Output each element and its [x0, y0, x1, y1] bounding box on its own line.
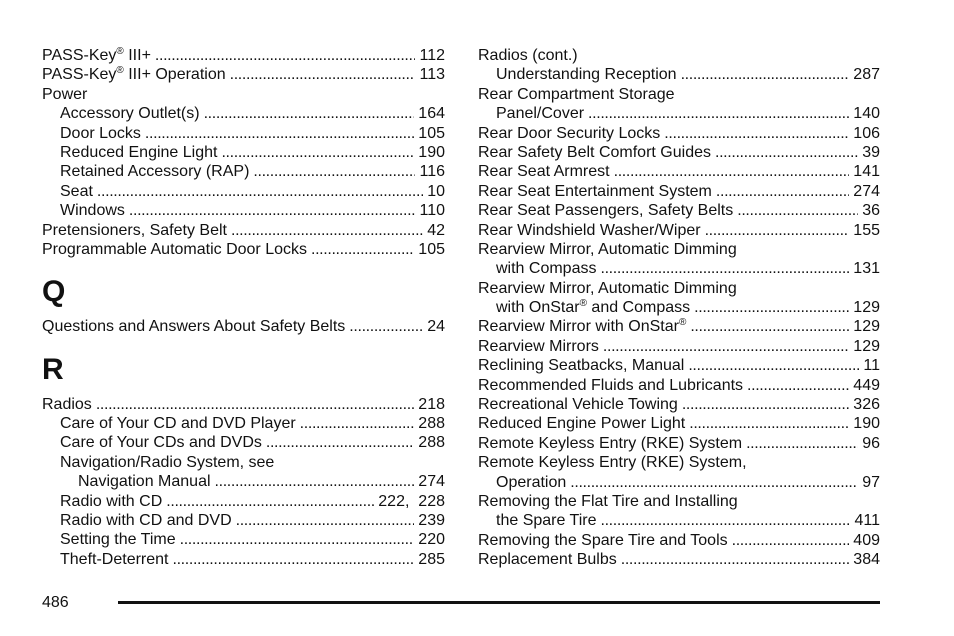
- index-entry: [478, 395, 880, 414]
- page-number: 486: [42, 594, 69, 611]
- dot-leader: [215, 472, 415, 491]
- entry-text: Replacement Bulbs: [478, 551, 617, 569]
- page-ref: 288: [418, 434, 445, 452]
- dot-leader: [129, 201, 416, 220]
- index-entry: [478, 531, 880, 550]
- page-ref: 141: [853, 163, 880, 181]
- entry-text: Radio with CD: [60, 492, 163, 510]
- dot-leader: [97, 182, 423, 201]
- entry-text: with OnStar® and Compass: [496, 298, 691, 317]
- index-entry: [478, 240, 880, 259]
- dot-leader: [682, 395, 849, 414]
- index-entry: [478, 376, 880, 395]
- dot-leader: [230, 65, 416, 84]
- index-entry: [478, 182, 880, 201]
- dot-leader: [300, 414, 415, 433]
- index-entry: [42, 46, 445, 65]
- page-ref: 36: [862, 202, 880, 220]
- page-ref: 97: [862, 473, 880, 491]
- index-entry: [478, 453, 880, 472]
- index-entry: [478, 434, 880, 453]
- section-letter: R: [42, 352, 64, 386]
- page-ref: 164: [418, 105, 445, 123]
- index-entry: [42, 492, 445, 511]
- dot-leader: [570, 473, 858, 492]
- entry-text: Rear Safety Belt Comfort Guides: [478, 143, 711, 161]
- index-entry: [478, 473, 880, 492]
- entry-text: Navigation/Radio System, see: [60, 453, 275, 471]
- index-column-right: [478, 46, 880, 570]
- footer-rule: [118, 601, 880, 604]
- entry-text: Windows: [60, 202, 125, 220]
- dot-leader: [715, 143, 858, 162]
- page-ref: 409: [853, 531, 880, 549]
- dot-leader: [603, 337, 849, 356]
- index-entry: [478, 279, 880, 298]
- index-entry: [478, 104, 880, 123]
- entry-text: Rear Seat Entertainment System: [478, 182, 712, 200]
- entry-text: Radios (cont.): [478, 47, 578, 64]
- dot-leader: [221, 143, 414, 162]
- index-entry: [42, 317, 445, 336]
- index-entry: [42, 201, 445, 220]
- page-ref: 326: [853, 396, 880, 414]
- entry-text: Care of Your CD and DVD Player: [60, 415, 296, 433]
- index-entry: [478, 337, 880, 356]
- index-entry: [42, 104, 445, 123]
- page-ref: 384: [853, 551, 880, 569]
- entry-text: Radio with CD and DVD: [60, 512, 232, 530]
- entry-text: Theft-Deterrent: [60, 550, 169, 568]
- dot-leader: [266, 433, 414, 452]
- dot-leader: [681, 65, 850, 84]
- index-entry: [478, 46, 880, 65]
- section-letter: Q: [42, 275, 66, 309]
- page-ref: 131: [853, 260, 880, 278]
- dot-leader: [236, 511, 415, 530]
- dot-leader: [96, 395, 414, 414]
- registered-mark: ®: [579, 298, 587, 310]
- entry-text: Recreational Vehicle Towing: [478, 396, 678, 414]
- page-ref: 129: [853, 318, 880, 336]
- index-entry: [478, 143, 880, 162]
- page-ref: 39: [862, 143, 880, 161]
- dot-leader: [231, 221, 423, 240]
- page-ref: 112: [419, 47, 445, 64]
- entry-text: with Compass: [496, 260, 597, 278]
- entry-text: Power: [42, 85, 88, 103]
- index-entry: [42, 65, 445, 84]
- entry-text: Operation: [496, 473, 567, 491]
- entry-text: Accessory Outlet(s): [60, 105, 200, 123]
- entry-text: Setting the Time: [60, 531, 176, 549]
- index-entry: [42, 472, 445, 491]
- index-entry: [42, 221, 445, 240]
- index-entry: [478, 162, 880, 181]
- dot-leader: [732, 531, 850, 550]
- dot-leader: [614, 162, 850, 181]
- page-ref: 239: [418, 512, 445, 530]
- page-ref: 116: [419, 163, 445, 181]
- page-ref: 106: [853, 124, 880, 142]
- entry-text: Rearview Mirror, Automatic Dimming: [478, 279, 737, 297]
- entry-text: Reduced Engine Power Light: [478, 415, 686, 433]
- page-ref: 129: [853, 299, 880, 317]
- registered-mark: ®: [678, 317, 687, 329]
- entry-text: PASS-Key® III+: [42, 46, 151, 64]
- registered-mark: ®: [116, 46, 124, 57]
- index-entry: [42, 240, 445, 259]
- index-entry: [42, 395, 445, 414]
- entry-text: Removing the Flat Tire and Installing: [478, 492, 738, 510]
- entry-text: Rear Door Security Locks: [478, 124, 661, 142]
- index-entry: [42, 414, 445, 433]
- page-ref: 287: [853, 66, 880, 84]
- entry-text: Navigation Manual: [78, 473, 211, 491]
- index-entry: [478, 511, 880, 530]
- dot-leader: [689, 414, 849, 433]
- dot-leader: [155, 46, 416, 65]
- index-entry: [478, 124, 880, 143]
- entry-text: Retained Accessory (RAP): [60, 163, 250, 181]
- index-entry: [478, 65, 880, 84]
- dot-leader: [204, 104, 415, 123]
- index-entry: [42, 182, 445, 201]
- dot-leader: [145, 124, 414, 143]
- page-ref: 105: [418, 124, 445, 142]
- dot-leader: [746, 434, 858, 453]
- index-entry: [478, 414, 880, 433]
- entry-text: Removing the Spare Tire and Tools: [478, 531, 728, 549]
- entry-text: Rear Seat Armrest: [478, 163, 610, 181]
- index-entry: [42, 433, 445, 452]
- index-entry: [478, 317, 880, 336]
- dot-leader: [172, 550, 414, 569]
- index-entry: [478, 492, 880, 511]
- page-ref: 220: [418, 531, 445, 549]
- entry-text: Pretensioners, Safety Belt: [42, 221, 227, 239]
- entry-text: Recommended Fluids and Lubricants: [478, 376, 744, 394]
- page-ref: 155: [853, 221, 880, 239]
- entry-text: Door Locks: [60, 124, 141, 142]
- entry-text: Remote Keyless Entry (RKE) System,: [478, 454, 747, 472]
- page-ref: 11: [863, 357, 880, 375]
- dot-leader: [253, 162, 415, 181]
- entry-text: Rearview Mirror with OnStar®: [478, 317, 687, 336]
- entry-text: Rearview Mirrors: [478, 337, 599, 355]
- entry-text: Rearview Mirror, Automatic Dimming: [478, 240, 737, 258]
- dot-leader: [688, 356, 859, 375]
- index-entry: [478, 85, 880, 104]
- dot-leader: [747, 376, 849, 395]
- entry-text: Reclining Seatbacks, Manual: [478, 357, 685, 375]
- index-entry: [42, 453, 445, 472]
- page-ref: 42: [427, 221, 445, 239]
- dot-leader: [349, 317, 423, 336]
- entry-text: Reduced Engine Light: [60, 143, 218, 161]
- entry-text: Panel/Cover: [496, 105, 585, 123]
- dot-leader: [588, 104, 849, 123]
- page-ref: 105: [418, 240, 445, 258]
- entry-text: Questions and Answers About Safety Belts: [42, 318, 346, 336]
- entry-text: Understanding Reception: [496, 66, 677, 84]
- page-ref: 411: [854, 512, 880, 530]
- page-ref: 190: [853, 415, 880, 433]
- entry-text: Rear Compartment Storage: [478, 85, 675, 103]
- page-ref: 449: [853, 376, 880, 394]
- page-ref: 190: [418, 143, 445, 161]
- index-entry: [42, 85, 445, 104]
- page-ref: 10: [427, 182, 445, 200]
- index-entry: [42, 550, 445, 569]
- page-ref: 110: [419, 202, 445, 220]
- dot-leader: [690, 317, 849, 336]
- page-ref: 113: [419, 66, 445, 84]
- index-entry: [478, 201, 880, 220]
- page-ref: 24: [427, 318, 445, 336]
- dot-leader: [600, 259, 849, 278]
- page-ref: 96: [862, 434, 880, 452]
- entry-text: Remote Keyless Entry (RKE) System: [478, 434, 743, 452]
- index-entry: [478, 550, 880, 569]
- dot-leader: [694, 298, 849, 317]
- registered-mark: ®: [116, 65, 124, 77]
- page-ref: 129: [853, 337, 880, 355]
- index-entry: [42, 530, 445, 549]
- page-ref: 222, 228: [378, 492, 445, 510]
- index-entry: [42, 511, 445, 530]
- page-ref: 285: [418, 550, 445, 568]
- page-ref: 288: [418, 415, 445, 433]
- dot-leader: [166, 492, 374, 511]
- entry-text: Rear Windshield Washer/Wiper: [478, 221, 701, 239]
- index-entry: [42, 124, 445, 143]
- entry-text: Care of Your CDs and DVDs: [60, 434, 262, 452]
- entry-text: PASS-Key® III+ Operation: [42, 65, 226, 84]
- index-entry: [478, 259, 880, 278]
- dot-leader: [180, 530, 415, 549]
- index-entry: [478, 356, 880, 375]
- entry-text: the Spare Tire: [496, 512, 597, 530]
- index-entry: [42, 162, 445, 181]
- index-entry: [42, 143, 445, 162]
- entry-text: Programmable Automatic Door Locks: [42, 240, 307, 258]
- dot-leader: [705, 221, 850, 240]
- entry-text: Seat: [60, 182, 93, 200]
- page-ref: 274: [418, 473, 445, 491]
- entry-text: Radios: [42, 395, 92, 413]
- dot-leader: [664, 124, 849, 143]
- dot-leader: [737, 201, 858, 220]
- page-ref: 218: [418, 395, 445, 413]
- page-ref: 140: [853, 105, 880, 123]
- index-entry: [478, 221, 880, 240]
- entry-text: Rear Seat Passengers, Safety Belts: [478, 202, 734, 220]
- dot-leader: [621, 550, 850, 569]
- dot-leader: [716, 182, 849, 201]
- page-ref: 274: [853, 182, 880, 200]
- dot-leader: [311, 240, 414, 259]
- index-entry: [478, 298, 880, 317]
- index-column-left: [42, 46, 445, 569]
- dot-leader: [601, 511, 851, 530]
